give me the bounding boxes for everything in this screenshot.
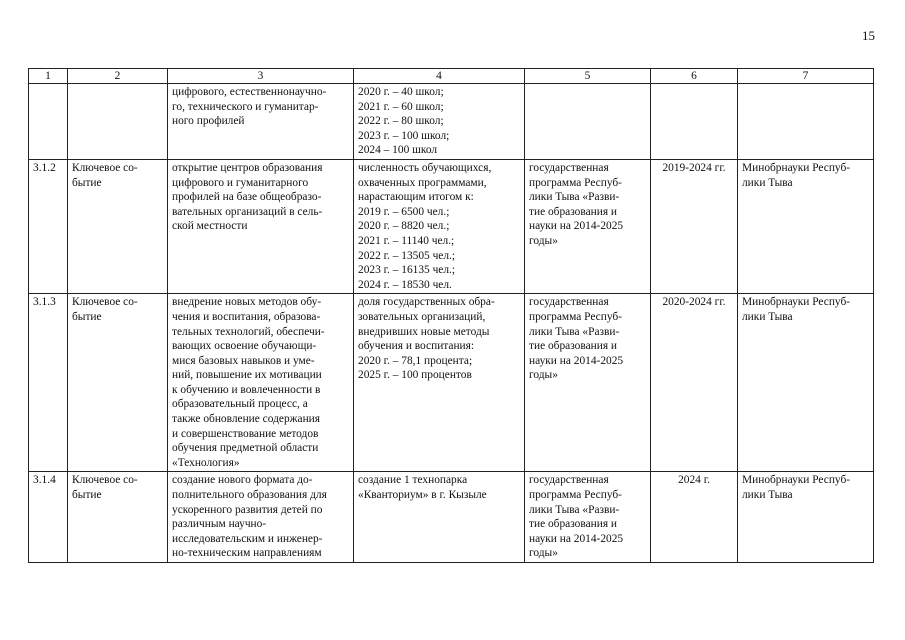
cell-text-line: 2023 г. – 16135 чел.; bbox=[358, 264, 456, 277]
cell-text-line: программа Респуб- bbox=[529, 176, 622, 189]
cell-text-line: го, технического и гуманитар- bbox=[172, 100, 319, 113]
table-row bbox=[29, 472, 874, 563]
cell-text-line: охваченных программами, bbox=[358, 176, 487, 189]
cell-text-line: различным научно- bbox=[172, 518, 267, 531]
cell-text-line: Ключевое со- bbox=[72, 296, 138, 309]
table-row bbox=[29, 159, 874, 293]
cell-text-line: 3.1.2 bbox=[33, 161, 56, 174]
cell-text-line: обучения и воспитания: bbox=[358, 340, 475, 353]
cell-text-line: 2020 г. – 78,1 процента; bbox=[358, 354, 473, 367]
cell-description bbox=[168, 159, 354, 293]
cell-text-line: 2019 г. – 6500 чел.; bbox=[358, 205, 450, 218]
cell-text-line: открытие центров образования bbox=[172, 161, 323, 174]
cell-text-line: ской местности bbox=[172, 220, 248, 233]
cell-text-line: численность обучающихся, bbox=[358, 161, 492, 174]
cell-text-line: «Технология» bbox=[172, 456, 240, 469]
cell-text-line: Ключевое со- bbox=[72, 161, 138, 174]
cell-text-line: 2025 г. – 100 процентов bbox=[358, 369, 472, 382]
cell-text-line: государственная bbox=[529, 161, 609, 174]
cell-text-line: годы» bbox=[529, 547, 558, 560]
cell-description bbox=[168, 294, 354, 472]
cell-text-line: зовательных организаций, bbox=[358, 310, 486, 323]
cell-text-line: 2020-2024 гг. bbox=[662, 296, 726, 309]
cell-text-line: 2020 г. – 8820 чел.; bbox=[358, 220, 450, 233]
cell-text-line: годы» bbox=[529, 369, 558, 382]
cell-text-line: ускоренного развития детей по bbox=[172, 503, 323, 516]
cell-text-line: лики Тыва «Разви- bbox=[529, 325, 620, 338]
cell-text-line: профилей на базе общеобразо- bbox=[172, 191, 322, 204]
cell-text-line: но-техническим направлениям bbox=[172, 547, 322, 560]
cell-period bbox=[651, 159, 738, 293]
cell-text-line: создание нового формата до- bbox=[172, 474, 313, 487]
cell-text-line: лики Тыва «Разви- bbox=[529, 191, 620, 204]
cell-text-line: программа Респуб- bbox=[529, 489, 622, 502]
cell-number bbox=[29, 294, 68, 472]
cell-text-line: 2022 г. – 13505 чел.; bbox=[358, 249, 456, 262]
cell-text-line: тельных технологий, обеспечи- bbox=[172, 325, 325, 338]
column-header: 5 bbox=[525, 69, 651, 84]
cell-text-line: лики Тыва «Разви- bbox=[529, 503, 620, 516]
cell-text-line: вающих освоение обучающи- bbox=[172, 340, 317, 353]
cell-indicator bbox=[354, 294, 525, 472]
cell-text-line: внедривших новые методы bbox=[358, 325, 490, 338]
cell-text-line: Минобрнауки Респуб- bbox=[742, 296, 851, 309]
cell-description bbox=[168, 472, 354, 563]
cell-program bbox=[525, 159, 651, 293]
column-header: 7 bbox=[738, 69, 874, 84]
cell-text-line: вательных организаций в сель- bbox=[172, 205, 323, 218]
cell-text-line: 2023 г. – 100 школ; bbox=[358, 129, 450, 142]
cell-number bbox=[29, 84, 68, 160]
cell-executor bbox=[738, 84, 874, 160]
cell-text-line: образовательный процесс, а bbox=[172, 398, 308, 411]
cell-text-line: нарастающим итогом к: bbox=[358, 191, 474, 204]
cell-text-line: лики Тыва bbox=[742, 489, 793, 502]
cell-program bbox=[525, 84, 651, 160]
cell-text-line: 2024 г. bbox=[678, 474, 710, 487]
cell-period bbox=[651, 472, 738, 563]
cell-text-line: создание 1 технопарка bbox=[358, 474, 468, 487]
cell-text-line: 2024 г. – 18530 чел. bbox=[358, 278, 452, 291]
cell-text-line: обучения предметной области bbox=[172, 442, 319, 455]
cell-text-line: мися базовых навыков и уме- bbox=[172, 354, 315, 367]
cell-text-line: 2021 г. – 60 школ; bbox=[358, 100, 444, 113]
cell-text-line: цифрового, естественнонаучно- bbox=[172, 86, 327, 98]
cell-text-line: и совершенствование методов bbox=[172, 427, 319, 440]
cell-text-line: 3.1.3 bbox=[33, 296, 56, 309]
cell-text-line: полнительного образования для bbox=[172, 489, 327, 502]
cell-program bbox=[525, 472, 651, 563]
cell-indicator bbox=[354, 84, 525, 160]
cell-period bbox=[651, 294, 738, 472]
cell-period bbox=[651, 84, 738, 160]
cell-text-line: бытие bbox=[72, 489, 102, 502]
cell-text-line: лики Тыва bbox=[742, 310, 793, 323]
cell-text-line: цифрового и гуманитарного bbox=[172, 176, 309, 189]
cell-indicator bbox=[354, 159, 525, 293]
cell-text-line: тие образования и bbox=[529, 518, 618, 531]
cell-executor bbox=[738, 159, 874, 293]
cell-event-type bbox=[68, 294, 168, 472]
cell-text-line: чения и воспитания, образова- bbox=[172, 310, 321, 323]
cell-text-line: к обучению и вовлеченности в bbox=[172, 383, 321, 396]
cell-event-type bbox=[68, 159, 168, 293]
cell-text-line: Ключевое со- bbox=[72, 474, 138, 487]
cell-text-line: «Кванториум» в г. Кызыле bbox=[358, 489, 487, 502]
cell-text-line: бытие bbox=[72, 310, 102, 323]
cell-text-line: науки на 2014-2025 bbox=[529, 220, 624, 233]
cell-text-line: исследовательским и инженер- bbox=[172, 532, 323, 545]
cell-indicator bbox=[354, 472, 525, 563]
column-header: 3 bbox=[168, 69, 354, 84]
cell-text-line: бытие bbox=[72, 176, 102, 189]
cell-text-line: государственная bbox=[529, 296, 609, 309]
cell-description bbox=[168, 84, 354, 160]
cell-text-line: 2024 – 100 школ bbox=[358, 144, 438, 157]
cell-text-line: науки на 2014-2025 bbox=[529, 354, 624, 367]
cell-text-line: Минобрнауки Респуб- bbox=[742, 474, 851, 487]
cell-number bbox=[29, 472, 68, 563]
cell-text-line: ний, повышение их мотивации bbox=[172, 369, 322, 382]
column-header: 4 bbox=[354, 69, 525, 84]
cell-text-line: Минобрнауки Респуб- bbox=[742, 161, 851, 174]
header-row bbox=[29, 69, 874, 84]
cell-text-line: 2019-2024 гг. bbox=[662, 161, 726, 174]
table-row bbox=[29, 294, 874, 472]
cell-text-line: доля государственных обра- bbox=[358, 296, 495, 309]
cell-text-line: 2020 г. – 40 школ; bbox=[358, 86, 444, 98]
cell-text-line: лики Тыва bbox=[742, 176, 793, 189]
cell-text-line: 2021 г. – 11140 чел.; bbox=[358, 234, 455, 247]
cell-executor bbox=[738, 294, 874, 472]
table-row bbox=[29, 84, 874, 160]
cell-event-type bbox=[68, 84, 168, 160]
cell-text-line: тие образования и bbox=[529, 205, 618, 218]
column-header: 2 bbox=[68, 69, 168, 84]
cell-number bbox=[29, 159, 68, 293]
cell-executor bbox=[738, 472, 874, 563]
cell-text-line: науки на 2014-2025 bbox=[529, 532, 624, 545]
cell-program bbox=[525, 294, 651, 472]
column-header: 1 bbox=[29, 69, 68, 84]
page-number: 15 bbox=[862, 28, 875, 43]
cell-text-line: государственная bbox=[529, 474, 609, 487]
cell-text-line: программа Респуб- bbox=[529, 310, 622, 323]
events-table bbox=[28, 68, 874, 563]
cell-text-line: также обновление содержания bbox=[172, 413, 320, 426]
cell-text-line: ного профилей bbox=[172, 115, 245, 128]
cell-text-line: годы» bbox=[529, 234, 558, 247]
cell-text-line: тие образования и bbox=[529, 340, 618, 353]
cell-text-line: внедрение новых методов обу- bbox=[172, 296, 322, 309]
cell-event-type bbox=[68, 472, 168, 563]
cell-text-line: 3.1.4 bbox=[33, 474, 56, 487]
cell-text-line: 2022 г. – 80 школ; bbox=[358, 115, 444, 128]
column-header: 6 bbox=[651, 69, 738, 84]
